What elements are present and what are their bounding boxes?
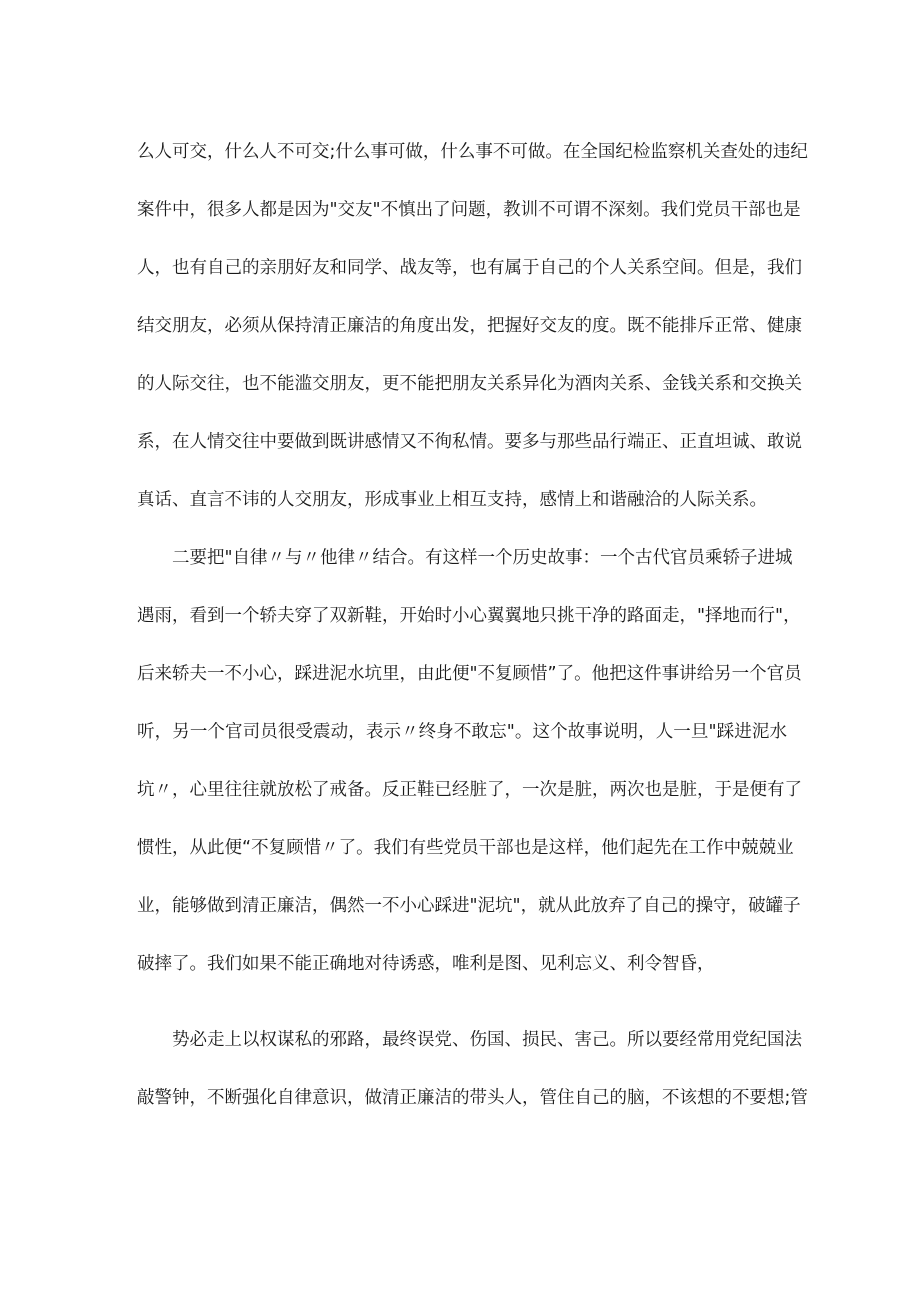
text-line-10: 后来轿夫一不小心，踩进泥水坑里，由此便"不复顾惜”了。他把这件事讲给另一个官员 (137, 664, 802, 684)
text-line-15: 破摔了。我们如果不能正确地对待诱惑，唯利是图、见利忘义、利令智昏， (137, 954, 715, 974)
text-line-4: 结交朋友，必须从保持清正廉洁的角度出发，把握好交友的度。既不能排斥正常、健康 (137, 316, 802, 336)
text-line-6: 系，在人情交往中要做到既讲感情又不徇私情。要多与那些品行端正、正直坦诚、敢说 (137, 432, 802, 452)
text-line-9: 遇雨，看到一个轿夫穿了双新鞋，开始时小心翼翼地只挑干净的路面走，"择地而行"， (137, 606, 801, 626)
text-line-5: 的人际交往，也不能滥交朋友，更不能把朋友关系异化为酒肉关系、金钱关系和交换关 (137, 374, 802, 394)
text-line-16: 势必走上以权谋私的邪路，最终误党、伤国、损民、害己。所以要经常用党纪国法 (172, 1030, 802, 1050)
text-line-3: 人，也有自己的亲朋好友和同学、战友等，也有属于自己的个人关系空间。但是，我们 (137, 258, 802, 278)
text-line-17: 敲警钟，不断强化自律意识，做清正廉洁的带头人，管住自己的脑，不该想的不要想;管 (137, 1088, 808, 1108)
text-line-1: 么人可交，什么人不可交;什么事可做，什么事不可做。在全国纪检监察机关查处的违纪 (137, 142, 808, 162)
text-line-7: 真话、直言不讳的人交朋友，形成事业上相互支持，感情上和谐融洽的人际关系。 (137, 490, 767, 510)
text-line-11: 听，另一个官司员很受震动，表示〃终身不敢忘"。这个故事说明，人一旦"踩进泥水 (137, 722, 787, 742)
text-line-8: 二要把"自律〃与〃他律〃结合。有这样一个历史故事：一个古代官员乘轿子进城 (172, 548, 793, 568)
text-line-2: 案件中，很多人都是因为"交友"不慎出了问题，教训不可谓不深刻。我们党员干部也是 (137, 200, 801, 220)
text-line-13: 惯性，从此便“不复顾惜〃了。我们有些党员干部也是这样，他们起先在工作中兢兢业 (137, 838, 794, 858)
text-line-12: 坑〃，心里往往就放松了戒备。反正鞋已经脏了，一次是脏，两次也是脏，于是便有了 (137, 780, 802, 800)
text-line-14: 业，能够做到清正廉洁，偶然一不小心踩进"泥坑"，就从此放弃了自己的操守，破罐子 (137, 896, 801, 916)
